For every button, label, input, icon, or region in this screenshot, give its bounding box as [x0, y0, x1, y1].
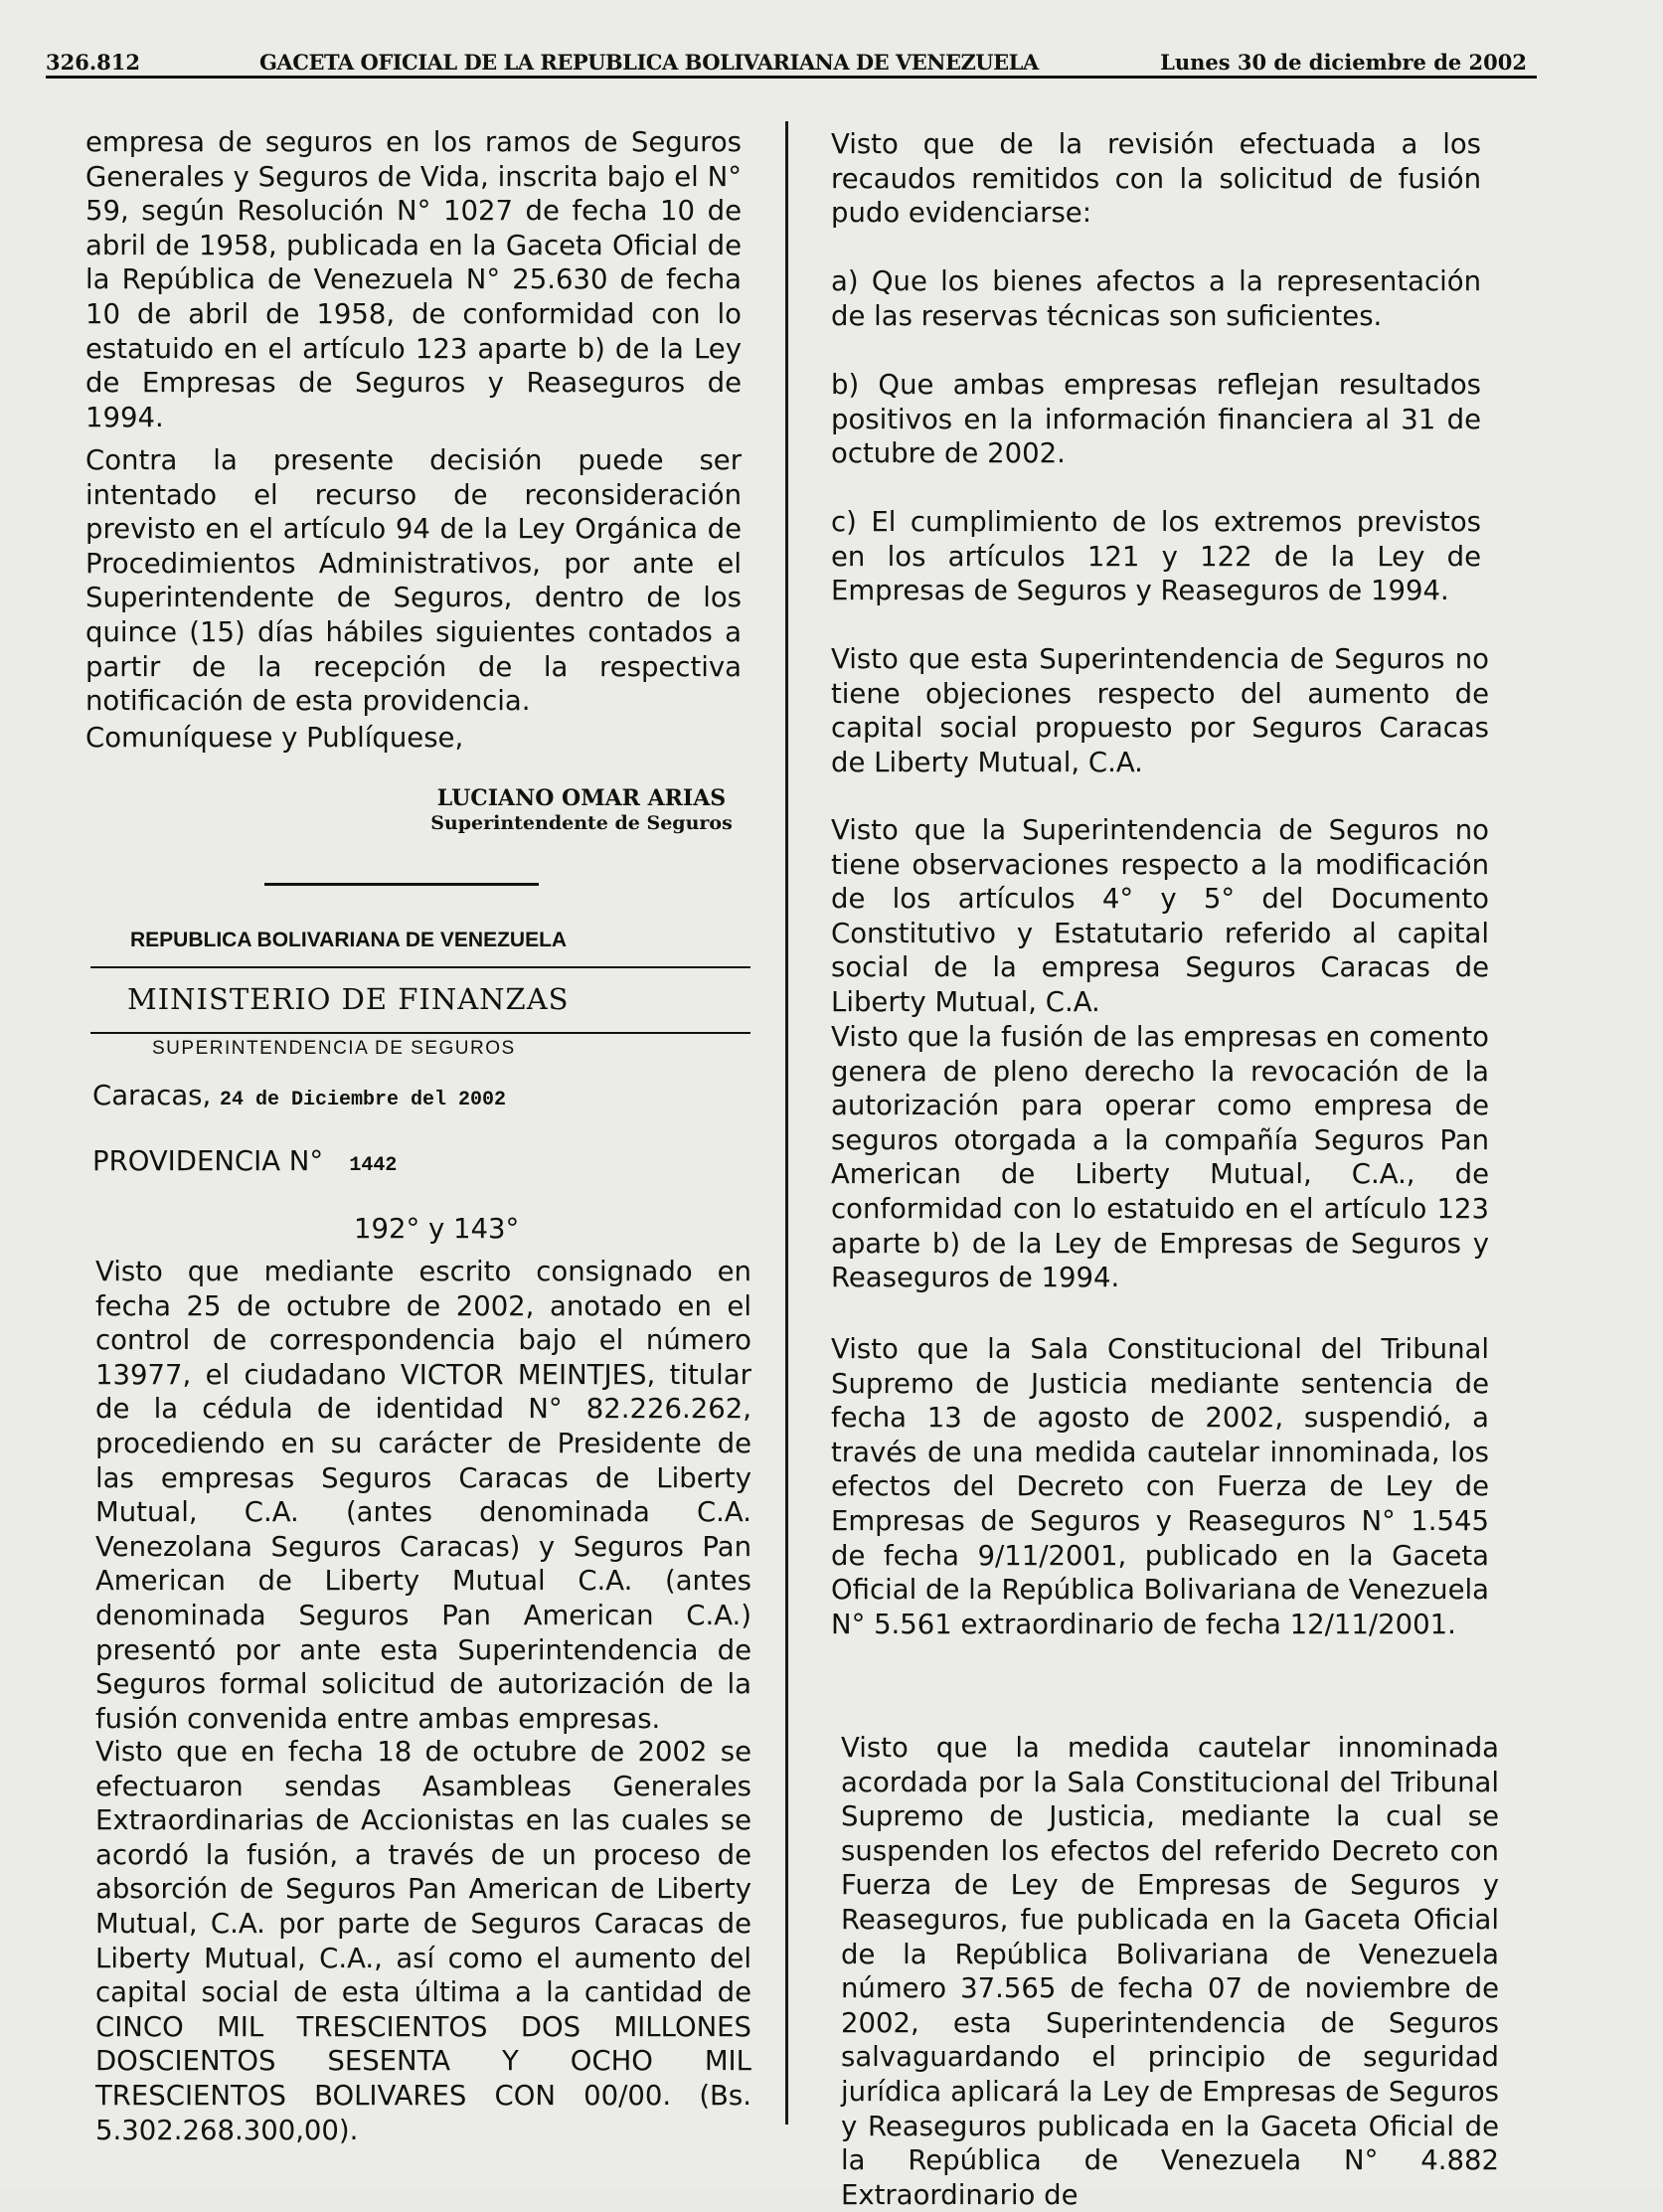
- page-header: [46, 46, 1537, 79]
- issue-date: Lunes 30 de diciembre de 2002: [1160, 50, 1527, 75]
- providencia-line: [92, 1145, 397, 1177]
- column-divider: [785, 121, 788, 2125]
- right-paragraph-2: a) Que los bienes afectos a la representación de las reservas técnicas son suficientes.: [831, 265, 1481, 332]
- right-paragraph-8: Visto que la Sala Constitucional del Tribunal Supremo de Justicia mediante sentencia de fecha 13 de agosto de 2002, suspendió, a través de una medida cautelar innominada, los efectos del Decreto con Fuerza de Ley de Empresas de Seguros y Reaseguros N° 1.545 de fecha 9/11/2001, publicado en la Gaceta Oficial de la República Bolivariana de Venezuela N° 5.561 extraordinario de fecha 12/11/2001.: [831, 1333, 1489, 1640]
- ministry-heading: MINISTERIO DE FINANZAS: [127, 982, 570, 1016]
- signatory-title: Superintendente de Seguros: [430, 812, 733, 834]
- independence-years: 192° y 143°: [354, 1213, 520, 1245]
- place-date-line: [92, 1080, 506, 1111]
- heading-rule-top: [90, 966, 750, 968]
- page-number: 326.812: [46, 50, 140, 75]
- signature-block: [427, 785, 736, 835]
- right-paragraph-3: b) Que ambas empresas reflejan resultados positivos en la información financiera al 31 de octubre de 2002.: [831, 369, 1481, 470]
- document-date: 24 de Diciembre del 2002: [220, 1089, 507, 1111]
- left-paragraph-2: Contra la presente decisión puede ser intentado el recurso de reconsideración previsto en el artículo 94 de la Ley Orgánica de Procedimientos Administrativos, por ante el Superintendente de Seguros, dentro de los quince (15) días hábiles siguientes contados a partir de la recepción de la respectiva notificación de esta providencia.: [85, 444, 742, 718]
- providencia-number: 1442: [349, 1154, 398, 1177]
- section-separator: [264, 883, 539, 886]
- right-paragraph-6: Visto que la Superintendencia de Seguros no tiene observaciones respecto a la modificación de los artículos 4° y 5° del Documento Constitutivo y Estatutario referido al capital social de la empresa Seguros Caracas de Liberty Mutual, C.A.: [831, 814, 1489, 1018]
- right-paragraph-5: Visto que esta Superintendencia de Seguros no tiene objeciones respecto del aumento de capital social propuesto por Seguros Caracas de Liberty Mutual, C.A.: [831, 643, 1489, 778]
- left-paragraph-5: Visto que en fecha 18 de octubre de 2002 se efectuaron sendas Asambleas Generales Extraordinarias de Accionistas en las cuales se acordó la fusión, a través de un proceso de absorción de Seguros Pan American de Liberty Mutual, C.A. por parte de Seguros Caracas de Liberty Mutual, C.A., así como el aumento del capital social de esta última a la cantidad de CINCO MIL TRESCIENTOS DOS MILLONES DOSCIENTOS SESENTA Y OCHO MIL TRESCIENTOS BOLIVARES CON 00/00. (Bs. 5.302.268.300,00).: [95, 1736, 751, 2146]
- providencia-label: PROVIDENCIA N°: [92, 1145, 324, 1177]
- republic-heading: REPUBLICA BOLIVARIANA DE VENEZUELA: [130, 929, 568, 951]
- superintendency-heading: SUPERINTENDENCIA DE SEGUROS: [152, 1038, 516, 1059]
- right-paragraph-7: Visto que la fusión de las empresas en comento genera de pleno derecho la revocación de la autorización para operar como empresa de seguros otorgada a la compañía Seguros Pan American de Liberty Mutual, C.A., de conformidad con lo estatuido en el artículo 123 aparte b) de la Ley de Empresas de Seguros y Reaseguros de 1994.: [831, 1021, 1489, 1294]
- right-paragraph-4: c) El cumplimiento de los extremos previstos en los artículos 121 y 122 de la Ley de Empresas de Seguros y Reaseguros de 1994.: [831, 506, 1481, 607]
- signatory-name: LUCIANO OMAR ARIAS: [436, 785, 727, 811]
- publication-title: GACETA OFICIAL DE LA REPUBLICA BOLIVARIANA DE VENEZUELA: [259, 50, 1039, 75]
- right-paragraph-9: Visto que la medida cautelar innominada acordada por la Sala Constitucional del Tribunal Supremo de Justicia, mediante la cual se suspenden los efectos del referido Decreto con Fuerza de Ley de Empresas de Seguros y Reaseguros, fue publicada en la Gaceta Oficial de la República Bolivariana de Venezuela número 37.565 de fecha 07 de noviembre de 2002, esta Superintendencia de Seguros salvaguardando el principio de seguridad jurídica aplicará la Ley de Empresas de Seguros y Reaseguros publicada en la Gaceta Oficial de la República de Venezuela N° 4.882 Extraordinario de: [841, 1732, 1499, 2211]
- left-paragraph-1: empresa de seguros en los ramos de Seguros Generales y Seguros de Vida, inscrita bajo el N° 59, según Resolución N° 1027 de fecha 10 de abril de 1958, publicada en la Gaceta Oficial de la República de Venezuela N° 25.630 de fecha 10 de abril de 1958, de conformidad con lo estatuido en el artículo 123 aparte b) de la Ley de Empresas de Seguros y Reaseguros de 1994.: [85, 126, 742, 433]
- closing-formula: Comuníquese y Publíquese,: [85, 722, 464, 754]
- place-label: Caracas,: [92, 1080, 212, 1111]
- right-paragraph-1: Visto que de la revisión efectuada a los recaudos remitidos con la solicitud de fusión pudo evidenciarse:: [831, 128, 1481, 230]
- left-paragraph-4: Visto que mediante escrito consignado en fecha 25 de octubre de 2002, anotado en el control de correspondencia bajo el número 13977, el ciudadano VICTOR MEINTJES, titular de la cédula de identidad N° 82.226.262, procediendo en su carácter de Presidente de las empresas Seguros Caracas de Liberty Mutual, C.A. (antes denominada C.A. Venezolana Seguros Caracas) y Seguros Pan American de Liberty Mutual C.A. (antes denominada Seguros Pan American C.A.) presentó por ante esta Superintendencia de Seguros formal solicitud de autorización de la fusión convenida entre ambas empresas.: [95, 1256, 751, 1735]
- heading-rule-bottom: [90, 1032, 750, 1034]
